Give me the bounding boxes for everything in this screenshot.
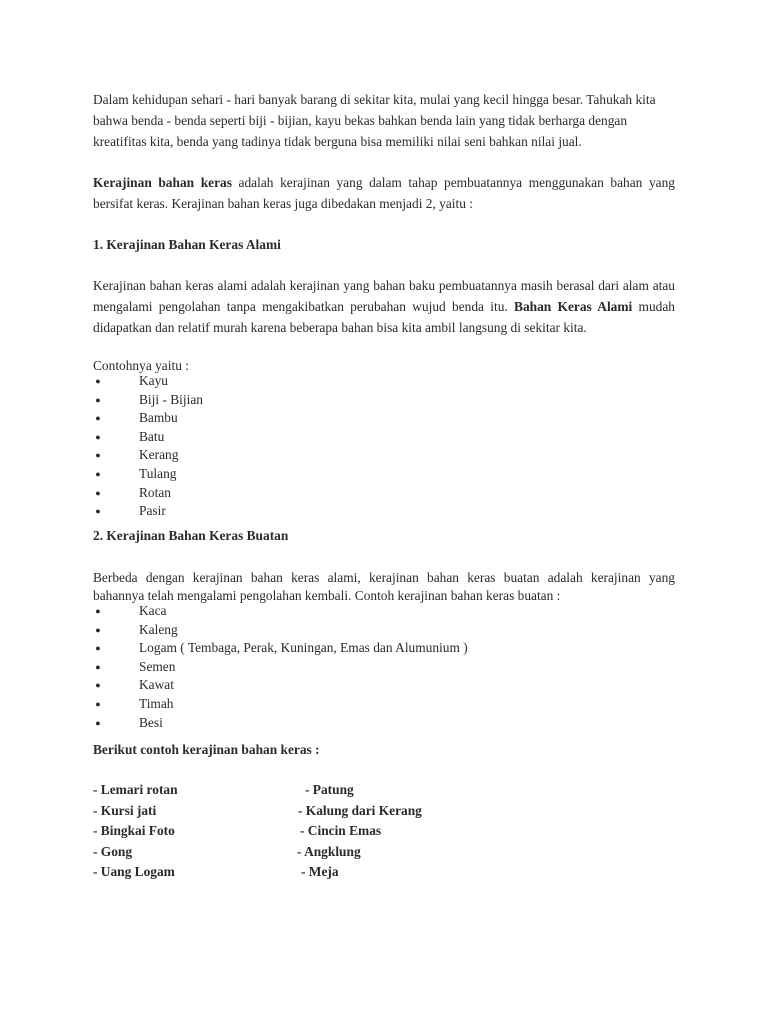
list-item-text: Tulang: [139, 465, 177, 481]
example-right: - Angklung: [297, 843, 361, 859]
bullet-icon: ●: [95, 506, 101, 517]
bullet-icon: ●: [95, 394, 101, 405]
list-item-text: Kaleng: [139, 621, 178, 637]
section1-line-3: didapatkan dan relatif murah karena beberapa bahan bisa kita ambil langsung di sekitar kita.: [93, 320, 587, 335]
section1-line-2-pre: mengalami pengolahan tanpa mengakibatkan perubahan wujud benda itu.: [93, 299, 515, 314]
example-right: - Kalung dari Kerang: [298, 802, 422, 818]
document-page: [93, 0, 675, 1024]
bullet-icon: ●: [95, 717, 101, 728]
example-left: - Lemari rotan: [93, 782, 178, 797]
bullet-icon: ●: [95, 431, 101, 442]
bullet-icon: ●: [95, 624, 101, 635]
list-item-text: Rotan: [139, 484, 171, 500]
section1-line-2-post: mudah: [632, 299, 676, 314]
examples-title: Berikut contoh kerajinan bahan keras :: [93, 742, 320, 757]
section2-title: 2. Kerajinan Bahan Keras Buatan: [93, 528, 289, 543]
example-left: - Gong: [93, 843, 133, 859]
intro-line-1: Dalam kehidupan sehari - hari banyak barang di sekitar kita, mulai yang kecil hingga besar. Tahukah kita: [93, 92, 656, 107]
list-item-text: Kawat: [139, 677, 174, 693]
list-item-text: Biji - Bijian: [139, 391, 203, 407]
examples-table: [93, 780, 675, 883]
bullet-icon: ●: [95, 450, 101, 461]
example-left: - Uang Logam: [93, 864, 175, 879]
list-item-text: Kaca: [139, 603, 167, 618]
examples-row: [93, 842, 675, 863]
examples-row: [93, 780, 675, 801]
example-right: - Patung: [305, 782, 354, 797]
bullet-icon: ●: [95, 487, 101, 498]
bullet-icon: ●: [95, 680, 101, 691]
section1-examples-label: Contohnya yaitu :: [93, 358, 189, 373]
list-item-text: Batu: [139, 428, 165, 444]
section1-line-1: Kerajinan bahan keras alami adalah kerajinan yang bahan baku pembuatannya masih berasal dari alam atau: [93, 278, 675, 293]
section1-title: 1. Kerajinan Bahan Keras Alami: [93, 237, 281, 252]
definition-term: Kerajinan bahan keras: [93, 175, 232, 190]
section2-line-2: bahannya telah mengalami pengolahan kembali. Contoh kerajinan bahan keras buatan :: [93, 588, 561, 603]
section1-line-2-bold: Bahan Keras Alami: [514, 299, 633, 314]
bullet-icon: ●: [95, 698, 101, 709]
bullet-icon: ●: [95, 413, 101, 424]
list-item-text: Logam ( Tembaga, Perak, Kuningan, Emas dan Alumunium ): [139, 640, 468, 656]
list-item-text: Semen: [139, 658, 176, 674]
bullet-icon: ●: [95, 661, 101, 672]
examples-row: [93, 821, 675, 842]
bullet-icon: ●: [95, 468, 101, 479]
example-left: - Kursi jati: [93, 802, 157, 818]
list-item-text: Besi: [139, 714, 163, 730]
example-left: - Bingkai Foto: [93, 823, 175, 838]
bullet-icon: ●: [95, 376, 101, 386]
example-right: - Cincin Emas: [300, 823, 382, 838]
example-right: - Meja: [301, 864, 339, 879]
definition-line-2: bersifat keras. Kerajinan bahan keras juga dibedakan menjadi 2, yaitu :: [93, 196, 473, 211]
section2-line-1: Berbeda dengan kerajinan bahan keras alami, kerajinan bahan keras buatan adalah kerajinan yang: [93, 570, 675, 585]
definition-line-1: [93, 172, 675, 193]
definition-line-1-rest: adalah kerajinan yang dalam tahap pembuatannya menggunakan bahan yang: [231, 175, 676, 190]
list-item-text: Pasir: [139, 503, 166, 519]
bullet-icon: ●: [95, 606, 101, 616]
list-item-text: Timah: [139, 695, 174, 711]
section1-line-2: [93, 296, 675, 317]
examples-row: [93, 862, 675, 883]
list-item-text: Kayu: [139, 373, 169, 388]
examples-row: [93, 801, 675, 822]
list-item-text: Bambu: [139, 410, 178, 426]
intro-line-3: kreatifitas kita, benda yang tadinya tidak berguna bisa memiliki nilai seni bahkan nilai jual.: [93, 134, 582, 149]
intro-line-2: bahwa benda - benda seperti biji - bijian, kayu bekas bahkan benda lain yang tidak berharga dengan: [93, 113, 628, 128]
bullet-icon: ●: [95, 643, 101, 654]
list-item-text: Kerang: [139, 447, 179, 463]
